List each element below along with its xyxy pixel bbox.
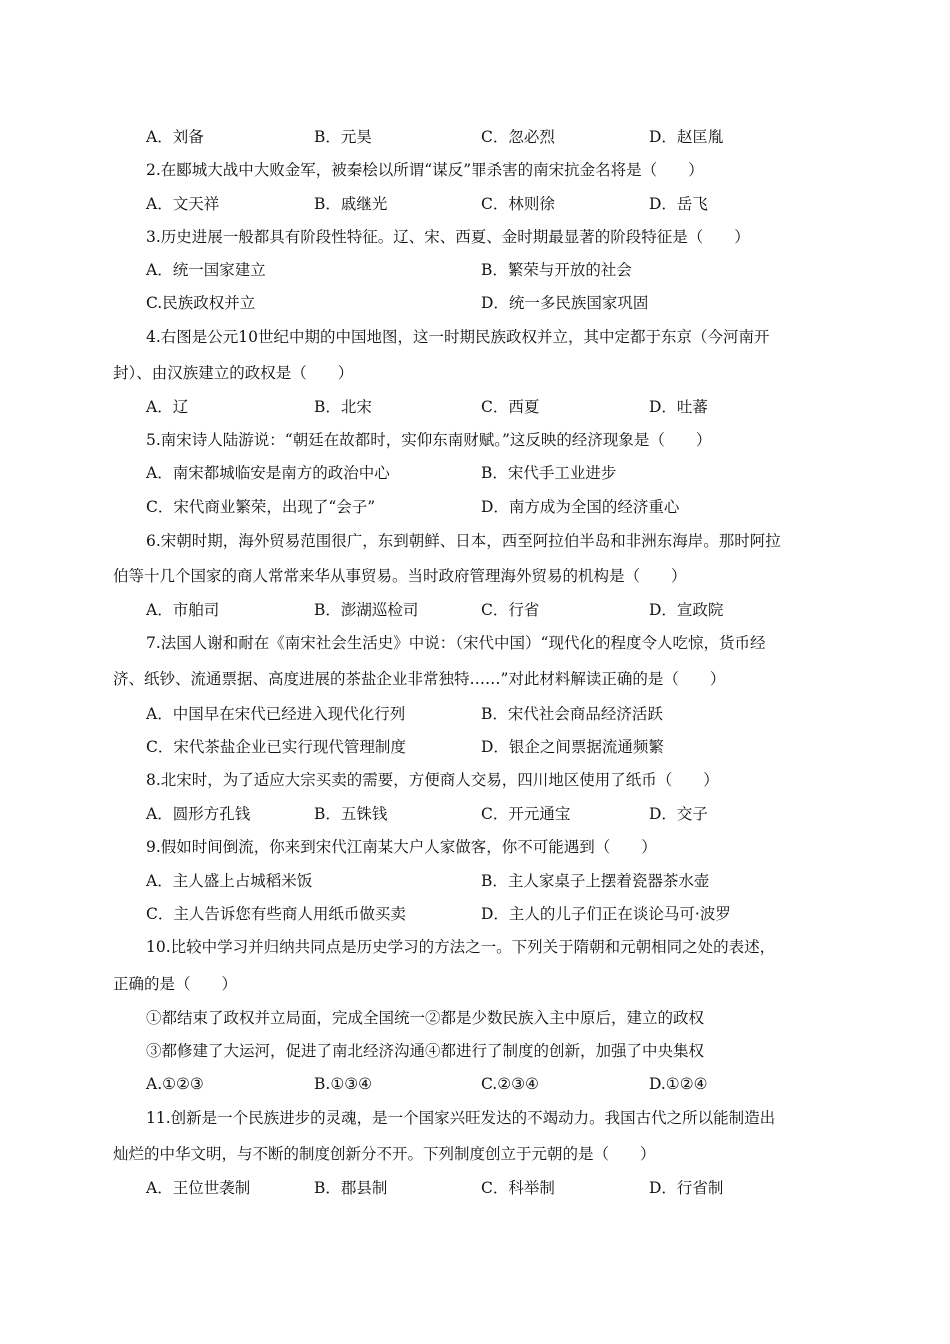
q2-option-d: D．岳飞 <box>649 195 708 213</box>
q4-option-b: B．北宋 <box>314 398 372 416</box>
q11-option-b: B．郡县制 <box>314 1179 388 1197</box>
q4-option-a: A．辽 <box>146 398 189 416</box>
q11-option-c: C．科举制 <box>481 1179 555 1197</box>
q6-option-d: D．宣政院 <box>649 601 724 619</box>
q6-option-a: A．市舶司 <box>146 601 220 619</box>
q11-stem-line-2: 灿烂的中华文明，与不断的制度创新分不开。下列制度创立于元朝的是（ ） <box>113 1145 656 1163</box>
q7-stem-line-2: 济、纸钞、流通票据、高度进展的茶盐企业非常独特……”对此材料解读正确的是（ ） <box>113 670 726 688</box>
q4-stem-line-1: 4.右图是公元10世纪中期的中国地图，这一时期民族政权并立，其中定都于东京（今河南开 <box>146 328 770 346</box>
q3-option-b: B．繁荣与开放的社会 <box>481 261 632 279</box>
q5-option-c: C．宋代商业繁荣，出现了“会子” <box>146 498 376 516</box>
q7-option-c: C．宋代茶盐企业已实行现代管理制度 <box>146 738 406 756</box>
q9-option-b: B．主人家桌子上摆着瓷器茶水壶 <box>481 872 710 890</box>
q2-option-a: A．文天祥 <box>146 195 220 213</box>
q4-option-d: D．吐蕃 <box>649 398 708 416</box>
q8-stem: 8.北宋时，为了适应大宗买卖的需要，方便商人交易，四川地区使用了纸币（ ） <box>146 771 719 789</box>
q4-option-c: C．西夏 <box>481 398 540 416</box>
q2-option-c: C．林则徐 <box>481 195 555 213</box>
q3-option-d: D．统一多民族国家巩固 <box>481 294 649 312</box>
q8-option-c: C．开元通宝 <box>481 805 571 823</box>
q8-option-a: A．圆形方孔钱 <box>146 805 251 823</box>
q3-stem: 3.历史进展一般都具有阶段性特征。辽、宋、西夏、金时期最显著的阶段特征是（ ） <box>146 228 750 246</box>
q3-option-a: A．统一国家建立 <box>146 261 266 279</box>
q7-option-a: A．中国早在宋代已经进入现代化行列 <box>146 705 406 723</box>
q3-option-c: C.民族政权并立 <box>146 294 256 312</box>
q9-option-d: D．主人的儿子们正在谈论马可·波罗 <box>481 905 731 923</box>
q9-option-c: C．主人告诉您有些商人用纸币做买卖 <box>146 905 406 923</box>
q5-stem: 5.南宋诗人陆游说：“朝廷在故都时，实仰东南财赋。”这反映的经济现象是（ ） <box>146 431 712 449</box>
q6-stem-line-2: 伯等十几个国家的商人常常来华从事贸易。当时政府管理海外贸易的机构是（ ） <box>113 567 687 585</box>
q10-stem-line-2: 正确的是（ ） <box>113 975 238 993</box>
q5-option-a: A．南宋都城临安是南方的政治中心 <box>146 464 390 482</box>
q5-option-b: B．宋代手工业进步 <box>481 464 617 482</box>
q5-option-d: D．南方成为全国的经济重心 <box>481 498 680 516</box>
q2-stem: 2.在郾城大战中大败金军，被秦桧以所谓“谋反”罪杀害的南宋抗金名将是（ ） <box>146 161 704 179</box>
q10-statements-line-2: ③都修建了大运河，促进了南北经济沟通④都进行了制度的创新，加强了中央集权 <box>146 1042 705 1060</box>
q8-option-d: D．交子 <box>649 805 708 823</box>
q10-option-a: A.①②③ <box>146 1075 204 1093</box>
q1-option-c: C．忽必烈 <box>481 128 555 146</box>
q7-option-b: B．宋代社会商品经济活跃 <box>481 705 663 723</box>
q11-option-d: D．行省制 <box>649 1179 724 1197</box>
q10-stem-line-1: 10.比较中学习并归纳共同点是历史学习的方法之一。下列关于隋朝和元朝相同之处的表述， <box>146 938 776 956</box>
q9-option-a: A．主人盛上占城稻米饭 <box>146 872 313 890</box>
q6-option-c: C．行省 <box>481 601 540 619</box>
q1-option-b: B．元昊 <box>314 128 372 146</box>
q1-option-d: D．赵匡胤 <box>649 128 724 146</box>
q8-option-b: B．五铢钱 <box>314 805 388 823</box>
q4-stem-line-2: 封）、由汉族建立的政权是（ ） <box>113 364 354 382</box>
q10-option-c: C.②③④ <box>481 1075 539 1093</box>
q10-option-d: D.①②④ <box>649 1075 708 1093</box>
q11-stem-line-1: 11.创新是一个民族进步的灵魂，是一个国家兴旺发达的不竭动力。我国古代之所以能制造出 <box>146 1109 776 1127</box>
q7-stem-line-1: 7.法国人谢和耐在《南宋社会生活史》中说：（宋代中国）“现代化的程度令人吃惊，货币经 <box>146 634 766 652</box>
q11-option-a: A．王位世袭制 <box>146 1179 251 1197</box>
q1-option-a: A．刘备 <box>146 128 204 146</box>
q6-stem-line-1: 6.宋朝时期，海外贸易范围很广，东到朝鲜、日本，西至阿拉伯半岛和非洲东海岸。那时阿拉 <box>146 532 781 550</box>
q9-stem: 9.假如时间倒流，你来到宋代江南某大户人家做客，你不可能遇到（ ） <box>146 838 657 856</box>
q10-statements-line-1: ①都结束了政权并立局面，完成全国统一②都是少数民族入主中原后，建立的政权 <box>146 1009 705 1027</box>
q6-option-b: B．澎湖巡检司 <box>314 601 419 619</box>
q7-option-d: D．银企之间票据流通频繁 <box>481 738 664 756</box>
q10-option-b: B.①③④ <box>314 1075 373 1093</box>
q2-option-b: B．戚继光 <box>314 195 388 213</box>
